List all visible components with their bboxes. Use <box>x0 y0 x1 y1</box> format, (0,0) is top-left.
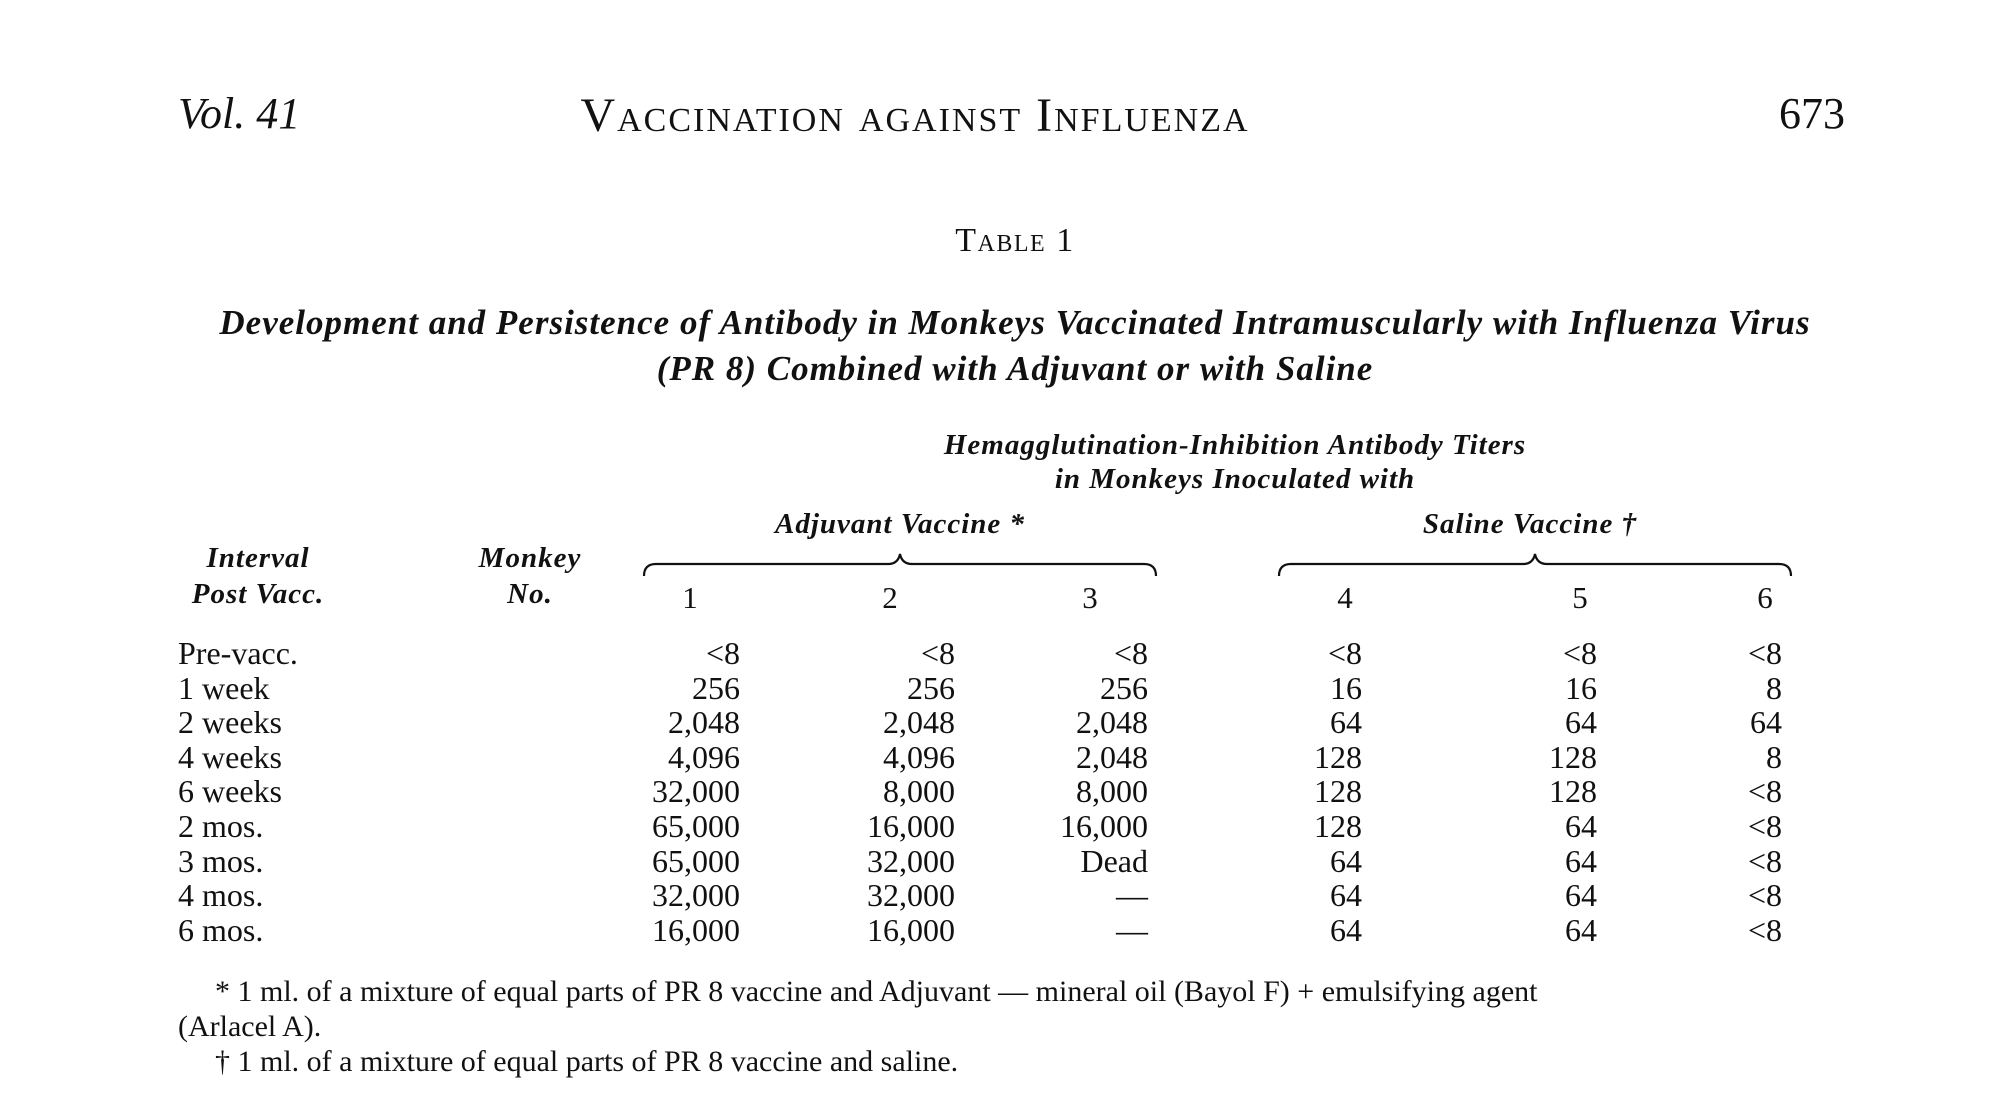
titer-cell: 2,048 <box>668 704 740 741</box>
titer-cell: 16,000 <box>867 911 955 948</box>
saline-vaccine-label: Saline Vaccine † <box>1422 508 1638 540</box>
titer-cell: <8 <box>1747 842 1782 879</box>
titer-cell: 128 <box>1314 738 1362 775</box>
titer-cell: <8 <box>1113 635 1148 671</box>
table-label: Table 1 <box>955 222 1075 259</box>
titer-cell: 64 <box>1330 842 1362 879</box>
titer-cell: 64 <box>1565 877 1597 914</box>
titer-cell: <8 <box>1747 808 1782 844</box>
row-interval-label: Pre-vacc. <box>178 635 298 671</box>
titer-cell: 32,000 <box>652 877 740 914</box>
titer-cell: 8,000 <box>1076 773 1148 810</box>
titer-cell: 16,000 <box>652 911 740 948</box>
row-interval-label: 2 mos. <box>178 808 264 844</box>
row-interval-label: 6 mos. <box>178 911 264 948</box>
titer-cell: 64 <box>1565 704 1597 741</box>
interval-header-line2: Post Vacc. <box>191 578 325 610</box>
running-title: Vaccination against Influenza <box>580 89 1250 142</box>
monkey-number: 1 <box>682 580 698 615</box>
titer-cell: 32,000 <box>867 877 955 914</box>
titer-cell: 16 <box>1330 669 1362 706</box>
monkey-number: 4 <box>1337 580 1353 615</box>
interval-header-line1: Interval <box>206 542 310 574</box>
monkey-number: 3 <box>1082 580 1098 615</box>
titer-cell: <8 <box>1747 877 1782 914</box>
row-interval-label: 4 mos. <box>178 877 264 914</box>
titer-cell: 64 <box>1565 808 1597 844</box>
titer-cell: 65,000 <box>652 808 740 844</box>
page-number: 673 <box>1779 89 1845 138</box>
titer-cell: 256 <box>692 669 740 706</box>
adjuvant-vaccine-label: Adjuvant Vaccine * <box>774 508 1025 540</box>
titer-cell: 128 <box>1314 773 1362 810</box>
row-interval-label: 6 weeks <box>178 773 282 810</box>
titer-cell: 2,048 <box>1076 704 1148 741</box>
titer-cell: <8 <box>1747 911 1782 948</box>
titer-cell: 4,096 <box>883 738 955 775</box>
titer-cell: <8 <box>1747 773 1782 810</box>
monkey-header <box>455 540 605 612</box>
interval-header <box>178 540 338 612</box>
row-interval-label: 2 weeks <box>178 704 282 741</box>
titer-cell: 32,000 <box>867 842 955 879</box>
titer-cell: <8 <box>920 635 955 671</box>
monkey-number: 5 <box>1572 580 1588 615</box>
row-interval-label: 3 mos. <box>178 842 264 879</box>
monkey-number: 2 <box>882 580 898 615</box>
titer-cell: 64 <box>1565 911 1597 948</box>
group-header-line1: Hemagglutination-Inhibition Antibody Titers <box>943 429 1527 461</box>
titer-cell: 128 <box>1549 738 1597 775</box>
titer-cell: 64 <box>1750 704 1782 741</box>
adjuvant-brace <box>640 550 1160 580</box>
monkey-header-line1: Monkey <box>478 542 582 574</box>
group-header <box>860 428 1610 496</box>
table-caption: Development and Persistence of Antibody in Monkeys Vaccinated Intramuscularly with Influenza Virus (PR 8) Combined with Adjuvant or with Saline <box>219 303 1811 388</box>
titer-cell: 16 <box>1565 669 1597 706</box>
titer-cell: 128 <box>1314 808 1362 844</box>
row-interval-label: 4 weeks <box>178 738 282 775</box>
titer-cell: 2,048 <box>883 704 955 741</box>
titer-cell: 256 <box>1100 669 1148 706</box>
footnote-adjuvant: * 1 ml. of a mixture of equal parts of PR 8 vaccine and Adjuvant — mineral oil (Bayol F) + emulsifying agent <box>215 975 1538 1008</box>
titer-cell: 256 <box>907 669 955 706</box>
titer-cell: — <box>1116 877 1148 914</box>
titer-cell: <8 <box>1327 635 1362 671</box>
titer-cell: 8 <box>1766 669 1782 706</box>
titer-cell: <8 <box>1562 635 1597 671</box>
titer-cell: 128 <box>1549 773 1597 810</box>
titer-cell: — <box>1116 911 1148 948</box>
titer-cell: 64 <box>1330 704 1362 741</box>
saline-brace <box>1275 550 1795 580</box>
titer-cell: 4,096 <box>668 738 740 775</box>
titer-cell: 16,000 <box>1060 808 1148 844</box>
volume-label: Vol. 41 <box>178 89 301 138</box>
monkey-number: 6 <box>1757 580 1773 615</box>
group-header-line2: in Monkeys Inoculated with <box>1054 463 1416 495</box>
titer-cell: 8,000 <box>883 773 955 810</box>
footnote-adjuvant-cont: (Arlacel A). <box>178 1010 322 1043</box>
footnote-saline: † 1 ml. of a mixture of equal parts of PR 8 vaccine and saline. <box>215 1045 959 1078</box>
row-interval-label: 1 week <box>178 669 270 706</box>
titer-cell: <8 <box>1747 635 1782 671</box>
titer-cell: 64 <box>1565 842 1597 879</box>
monkey-header-line2: No. <box>507 578 553 610</box>
titer-cell: 16,000 <box>867 808 955 844</box>
titer-cell: 32,000 <box>652 773 740 810</box>
titer-cell: 64 <box>1330 877 1362 914</box>
titer-cell: 8 <box>1766 738 1782 775</box>
titer-cell: <8 <box>705 635 740 671</box>
titer-cell: 65,000 <box>652 842 740 879</box>
titer-cell: 64 <box>1330 911 1362 948</box>
titer-cell: Dead <box>1080 842 1148 879</box>
titer-cell: 2,048 <box>1076 738 1148 775</box>
